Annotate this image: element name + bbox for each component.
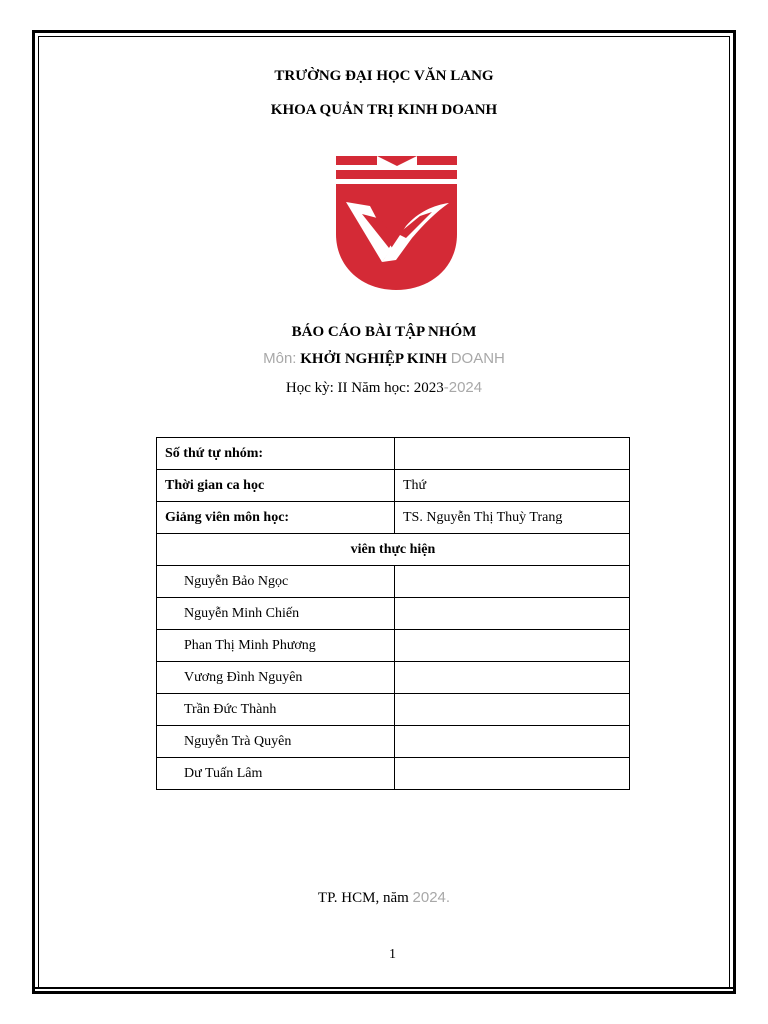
member-value bbox=[395, 598, 630, 630]
member-row bbox=[157, 630, 630, 662]
report-title: BÁO CÁO BÀI TẬP NHÓM bbox=[291, 324, 477, 340]
page-number: 1 bbox=[389, 947, 396, 962]
member-row bbox=[157, 662, 630, 694]
subject-line bbox=[0, 349, 768, 369]
van-lang-university-logo-icon bbox=[336, 156, 460, 292]
subject-name-faded: DOANH bbox=[450, 350, 505, 367]
page-border-bottom bbox=[34, 987, 734, 989]
member-name: Nguyễn Trà Quyên bbox=[157, 726, 395, 758]
members-heading: viên thực hiện bbox=[157, 534, 630, 566]
member-row bbox=[157, 726, 630, 758]
member-name: Nguyễn Bảo Ngọc bbox=[157, 566, 395, 598]
table-row bbox=[157, 534, 630, 566]
term-year-faded: -2024 bbox=[443, 379, 483, 396]
member-name: Nguyễn Minh Chiến bbox=[157, 598, 395, 630]
member-name: Dư Tuấn Lâm bbox=[157, 758, 395, 790]
year-faded: 2024. bbox=[412, 889, 451, 906]
term-line bbox=[0, 378, 768, 398]
faculty-name: KHOA QUẢN TRỊ KINH DOANH bbox=[270, 102, 498, 118]
member-name: Trần Đức Thành bbox=[157, 694, 395, 726]
member-row bbox=[157, 598, 630, 630]
place-and-year bbox=[0, 889, 768, 907]
member-name: Phan Thị Minh Phương bbox=[157, 630, 395, 662]
group-number-label: Số thứ tự nhóm: bbox=[157, 438, 395, 470]
member-value bbox=[395, 726, 630, 758]
member-value bbox=[395, 758, 630, 790]
table-row bbox=[157, 502, 630, 534]
school-name: TRƯỜNG ĐẠI HỌC VĂN LANG bbox=[274, 68, 494, 84]
place-text: TP. HCM, năm bbox=[317, 890, 409, 906]
lecturer-label: Giảng viên môn học: bbox=[157, 502, 395, 534]
member-row bbox=[157, 694, 630, 726]
member-row bbox=[157, 566, 630, 598]
lecturer-value: TS. Nguyễn Thị Thuỳ Trang bbox=[395, 502, 630, 534]
member-name: Vương Đình Nguyên bbox=[157, 662, 395, 694]
member-row bbox=[157, 758, 630, 790]
table-row bbox=[157, 438, 630, 470]
class-time-label: Thời gian ca học bbox=[157, 470, 395, 502]
subject-prefix: Môn: bbox=[263, 350, 297, 367]
group-number-value bbox=[395, 438, 630, 470]
group-info-table bbox=[156, 437, 630, 790]
member-value bbox=[395, 662, 630, 694]
member-value bbox=[395, 630, 630, 662]
term-year: Học kỳ: II Năm học: 2023 bbox=[285, 380, 444, 396]
table-row bbox=[157, 470, 630, 502]
member-value bbox=[395, 566, 630, 598]
subject-name: KHỞI NGHIỆP KINH bbox=[300, 351, 447, 367]
class-time-value: Thứ bbox=[395, 470, 630, 502]
member-value bbox=[395, 694, 630, 726]
